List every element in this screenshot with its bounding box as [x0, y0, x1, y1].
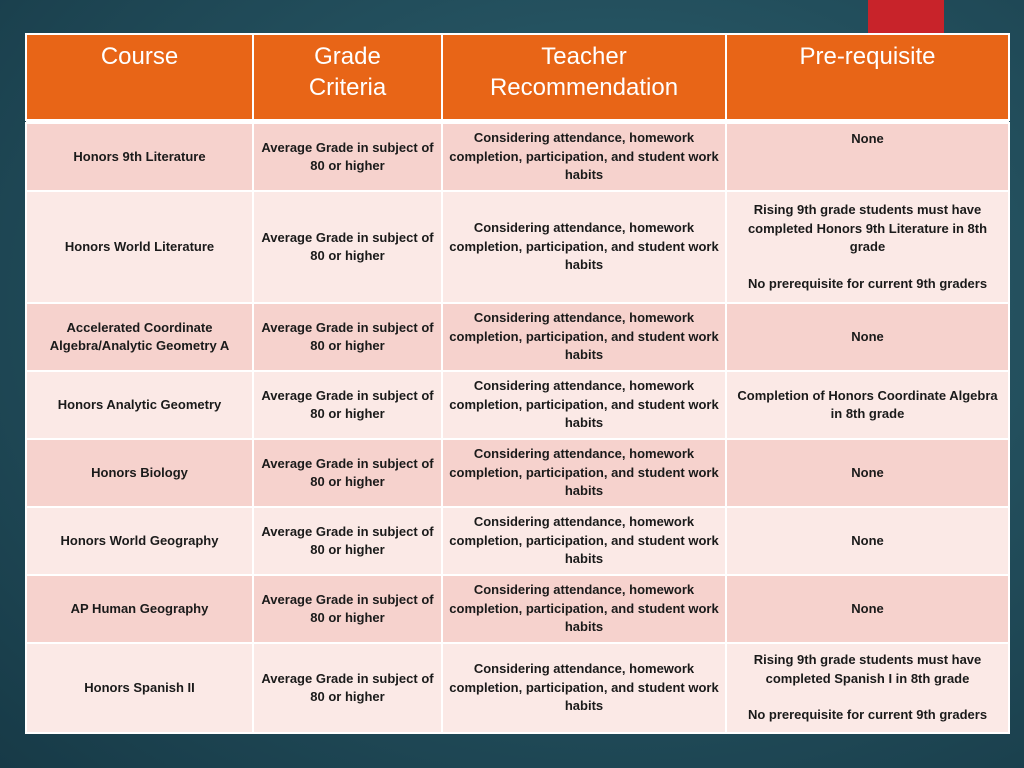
prerequisite-text: No prerequisite for current 9th graders	[747, 707, 988, 723]
header-teacher-recommendation: Teacher Recommendation	[442, 34, 726, 120]
course-cell: Honors Biology	[26, 439, 253, 507]
prerequisite-cell	[726, 507, 1009, 575]
teacher-recommendation-cell: Considering attendance, homework completion, participation, and student work habits	[442, 575, 726, 643]
prerequisite-text: None	[851, 600, 884, 616]
grade-criteria-cell: Average Grade in subject of 80 or higher	[253, 643, 442, 733]
prerequisite-gap	[731, 257, 1004, 275]
prerequisite-cell	[726, 191, 1009, 303]
grade-criteria-cell: Average Grade in subject of 80 or higher	[253, 303, 442, 371]
prerequisite-cell	[726, 371, 1009, 439]
table-row	[26, 123, 1009, 191]
prerequisite-gap	[731, 688, 1004, 706]
table-row	[26, 303, 1009, 371]
header-grade-criteria: Grade Criteria	[253, 34, 442, 120]
grade-criteria-cell: Average Grade in subject of 80 or higher	[253, 507, 442, 575]
grade-criteria-cell: Average Grade in subject of 80 or higher	[253, 371, 442, 439]
header-prerequisite: Pre-requisite	[726, 34, 1009, 120]
course-cell: Honors World Geography	[26, 507, 253, 575]
grade-criteria-cell: Average Grade in subject of 80 or higher	[253, 439, 442, 507]
prerequisite-text: Rising 9th grade students must have completed Spanish I in 8th grade	[753, 652, 982, 686]
prerequisite-text: Rising 9th grade students must have completed Honors 9th Literature in 8th grade	[747, 202, 988, 254]
course-cell: Honors World Literature	[26, 191, 253, 303]
table-row	[26, 191, 1009, 303]
prerequisite-cell	[726, 643, 1009, 733]
course-cell: AP Human Geography	[26, 575, 253, 643]
prerequisite-text: None	[851, 532, 884, 548]
grade-criteria-cell: Average Grade in subject of 80 or higher	[253, 191, 442, 303]
header-row	[26, 34, 1009, 120]
table-row	[26, 371, 1009, 439]
table-row	[26, 575, 1009, 643]
prerequisite-cell	[726, 303, 1009, 371]
accent-tab	[868, 0, 944, 34]
prerequisite-text: No prerequisite for current 9th graders	[747, 275, 988, 291]
prerequisite-text: None	[851, 464, 884, 480]
course-requirements-table	[25, 33, 1010, 734]
table-body	[26, 120, 1009, 733]
grade-criteria-cell: Average Grade in subject of 80 or higher	[253, 575, 442, 643]
course-cell: Honors Analytic Geometry	[26, 371, 253, 439]
header-course: Course	[26, 34, 253, 120]
teacher-recommendation-cell: Considering attendance, homework completion, participation, and student work habits	[442, 507, 726, 575]
teacher-recommendation-cell: Considering attendance, homework completion, participation, and student work habits	[442, 439, 726, 507]
prerequisite-cell	[726, 123, 1009, 191]
table-row	[26, 439, 1009, 507]
table-row	[26, 507, 1009, 575]
teacher-recommendation-cell: Considering attendance, homework completion, participation, and student work habits	[442, 303, 726, 371]
prerequisite-text: Completion of Honors Coordinate Algebra in 8th grade	[737, 387, 998, 421]
prerequisite-text: None	[851, 328, 884, 344]
prerequisite-text: None	[851, 131, 884, 146]
prerequisite-cell	[726, 439, 1009, 507]
prerequisite-cell	[726, 575, 1009, 643]
grade-criteria-cell: Average Grade in subject of 80 or higher	[253, 123, 442, 191]
course-cell: Honors 9th Literature	[26, 123, 253, 191]
teacher-recommendation-cell: Considering attendance, homework completion, participation, and student work habits	[442, 123, 726, 191]
table-row	[26, 643, 1009, 733]
teacher-recommendation-cell: Considering attendance, homework completion, participation, and student work habits	[442, 371, 726, 439]
teacher-recommendation-cell: Considering attendance, homework completion, participation, and student work habits	[442, 191, 726, 303]
course-cell: Accelerated Coordinate Algebra/Analytic Geometry A	[26, 303, 253, 371]
teacher-recommendation-cell: Considering attendance, homework completion, participation, and student work habits	[442, 643, 726, 733]
course-cell: Honors Spanish II	[26, 643, 253, 733]
